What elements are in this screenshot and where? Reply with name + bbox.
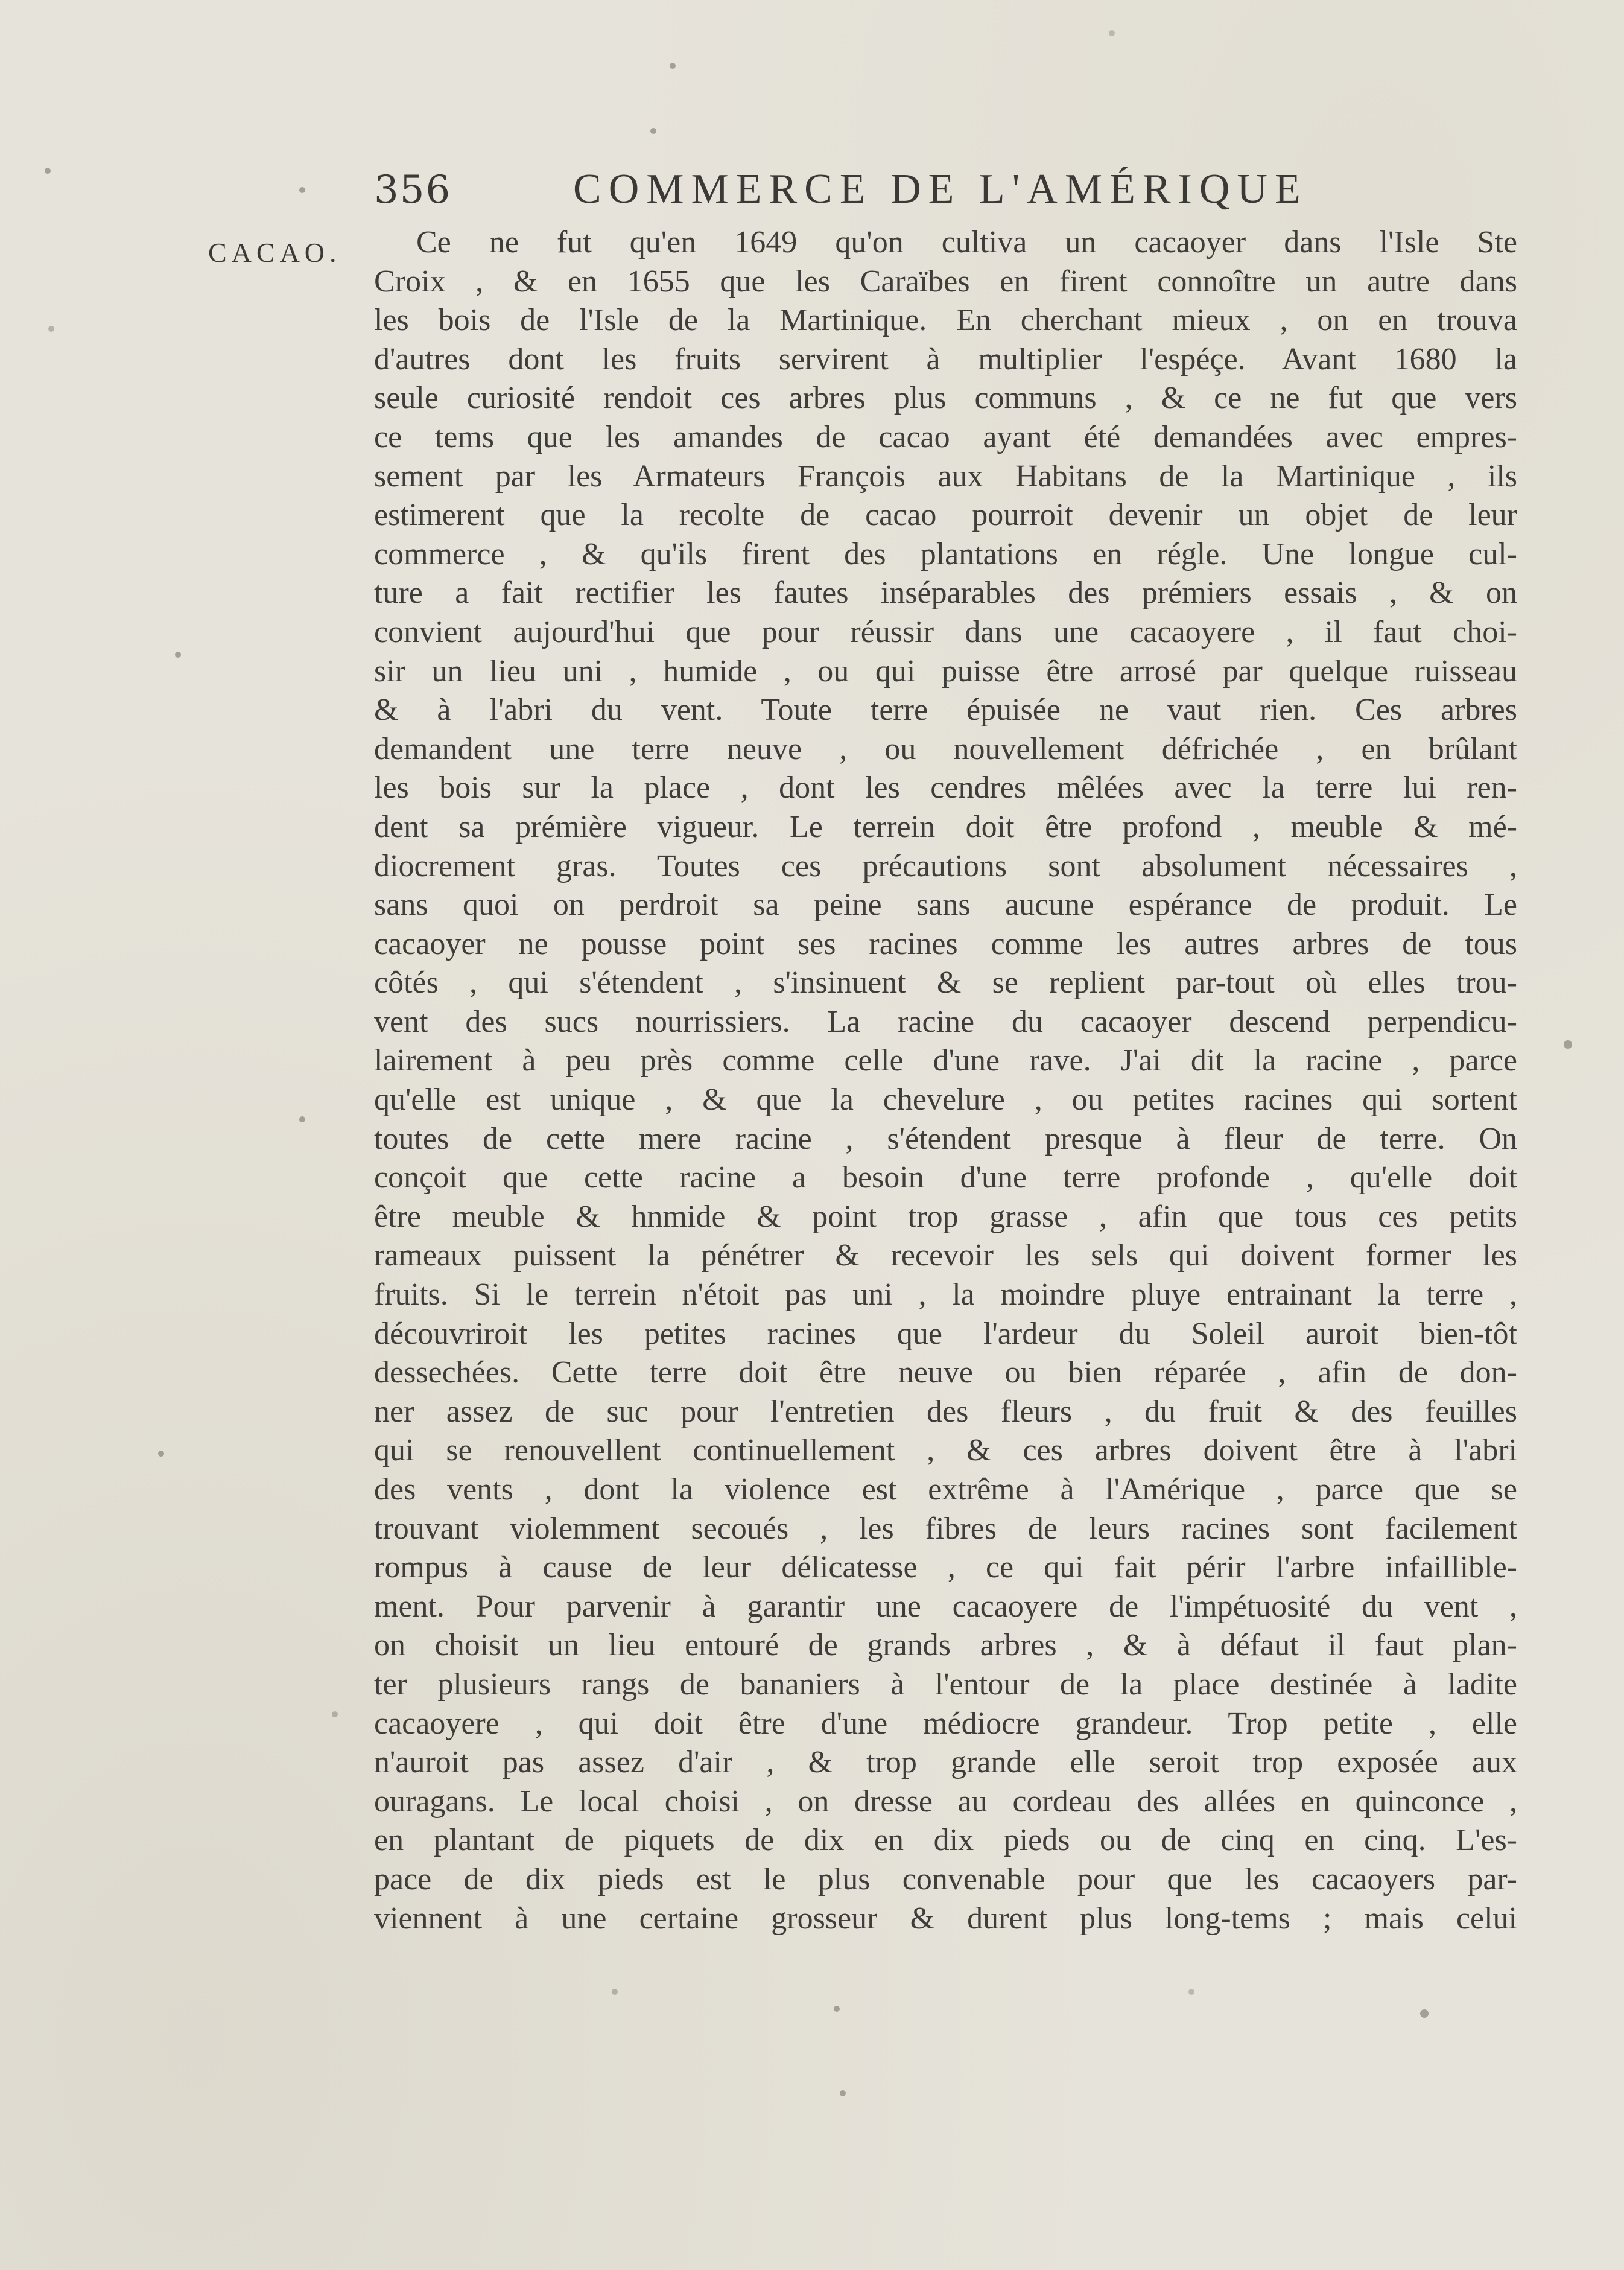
body-text <box>374 223 1517 1938</box>
text-line: toutes de cette mere racine , s'étendent presque à fleur de terre. On <box>374 1121 1517 1156</box>
text-line: vent des sucs nourrissiers. La racine du cacaoyer descend perpendicu- <box>374 1004 1517 1039</box>
ink-speck <box>48 326 54 332</box>
text-line: les bois sur la place , dont les cendres mêlées avec la terre lui ren- <box>374 771 1517 806</box>
text-line: Ce ne fut qu'en 1649 qu'on cultiva un cacaoyer dans l'Isle Ste <box>416 225 1517 259</box>
ink-speck <box>1109 30 1115 36</box>
text-line: ouragans. Le local choisi , on dresse au cordeau des allées en quinconce , <box>374 1784 1517 1819</box>
text-line: rompus à cause de leur délicatesse , ce qui fait périr l'arbre infaillible- <box>374 1550 1517 1585</box>
ink-speck <box>670 63 676 69</box>
ink-speck <box>158 1451 164 1457</box>
running-title: COMMERCE DE L'AMÉRIQUE <box>573 166 1308 212</box>
text-line: qu'elle est unique , & que la chevelure , ou petites racines qui sortent <box>374 1083 1517 1118</box>
text-line: les bois de l'Isle de la Martinique. En cherchant mieux , on en trouva <box>374 303 1517 338</box>
text-line: lairement à peu près comme celle d'une rave. J'ai dit la racine , parce <box>374 1043 1517 1078</box>
margin-note: CACAO. <box>208 237 341 268</box>
ink-speck <box>650 128 656 134</box>
text-line: conçoit que cette racine a besoin d'une terre profonde , qu'elle doit <box>374 1160 1517 1195</box>
ink-speck <box>1420 2009 1429 2018</box>
text-line: seule curiosité rendoit ces arbres plus communs , & ce ne fut que vers <box>374 381 1517 416</box>
text-line: côtés , qui s'étendent , s'insinuent & se replient par-tout où elles trou- <box>374 965 1517 1000</box>
text-line: dent sa prémière vigueur. Le terrein doit être profond , meuble & mé- <box>374 809 1517 844</box>
text-line: & à l'abri du vent. Toute terre épuisée ne vaut rien. Ces arbres <box>374 693 1517 728</box>
ink-speck <box>332 1711 338 1717</box>
text-line: sans quoi on perdroit sa peine sans aucune espérance de produit. Le <box>374 888 1517 923</box>
page-number: 356 <box>374 168 452 212</box>
text-line: viennent à une certaine grosseur & durent plus long-tems ; mais celui <box>374 1901 1517 1936</box>
text-line: être meuble & hnmide & point trop grasse , afin que tous ces petits <box>374 1199 1517 1234</box>
text-line: découvriroit les petites racines que l'ardeur du Soleil auroit bien-tôt <box>374 1316 1517 1351</box>
text-line: commerce , & qu'ils firent des plantations en régle. Une longue cul- <box>374 536 1517 571</box>
text-line: ner assez de suc pour l'entretien des fleurs , du fruit & des feuilles <box>374 1394 1517 1429</box>
text-line: d'autres dont les fruits servirent à multiplier l'espéçe. Avant 1680 la <box>374 342 1517 377</box>
text-line: ter plusieurs rangs de bananiers à l'entour de la place destinée à ladite <box>374 1667 1517 1702</box>
text-line: en plantant de piquets de dix en dix pieds ou de cinq en cinq. L'es- <box>374 1823 1517 1858</box>
text-line: estimerent que la recolte de cacao pourroit devenir un objet de leur <box>374 498 1517 533</box>
ink-speck <box>840 2090 846 2096</box>
text-line: des vents , dont la violence est extrême à l'Amérique , parce que se <box>374 1472 1517 1507</box>
ink-speck <box>1188 1989 1194 1995</box>
ink-speck <box>612 1989 618 1995</box>
text-line: qui se renouvellent continuellement , & ces arbres doivent être à l'abri <box>374 1433 1517 1468</box>
text-line: diocrement gras. Toutes ces précautions sont absolument nécessaires , <box>374 848 1517 883</box>
text-line: n'auroit pas assez d'air , & trop grande elle seroit trop exposée aux <box>374 1745 1517 1780</box>
text-line: trouvant violemment secoués , les fibres de leurs racines sont facilement <box>374 1511 1517 1546</box>
text-line: cacaoyer ne pousse point ses racines comme les autres arbres de tous <box>374 926 1517 961</box>
text-line: on choisit un lieu entouré de grands arbres , & à défaut il faut plan- <box>374 1628 1517 1663</box>
text-line: sement par les Armateurs François aux Habitans de la Martinique , ils <box>374 459 1517 494</box>
text-line: rameaux puissent la pénétrer & recevoir les sels qui doivent former les <box>374 1238 1517 1273</box>
text-line: dessechées. Cette terre doit être neuve ou bien réparée , afin de don- <box>374 1355 1517 1390</box>
text-line: Croix , & en 1655 que les Caraïbes en firent connoître un autre dans <box>374 264 1517 299</box>
text-line: demandent une terre neuve , ou nouvellement défrichée , en brûlant <box>374 731 1517 766</box>
ink-speck <box>175 652 181 658</box>
ink-speck <box>1564 1040 1572 1049</box>
text-line: ce tems que les amandes de cacao ayant été demandées avec empres- <box>374 419 1517 454</box>
ink-speck <box>299 187 305 193</box>
text-line: ment. Pour parvenir à garantir une cacaoyere de l'impétuosité du vent , <box>374 1589 1517 1624</box>
text-line: cacaoyere , qui doit être d'une médiocre grandeur. Trop petite , elle <box>374 1706 1517 1741</box>
ink-speck <box>834 2006 840 2012</box>
text-line: fruits. Si le terrein n'étoit pas uni , la moindre pluye entrainant la terre , <box>374 1277 1517 1312</box>
ink-speck <box>45 168 51 174</box>
text-line: convient aujourd'hui que pour réussir dans une cacaoyere , il faut choi- <box>374 614 1517 649</box>
text-line: sir un lieu uni , humide , ou qui puisse être arrosé par quelque ruisseau <box>374 653 1517 688</box>
page-header <box>374 162 1363 216</box>
text-line: ture a fait rectifier les fautes inséparables des prémiers essais , & on <box>374 576 1517 611</box>
text-line: pace de dix pieds est le plus convenable pour que les cacaoyers par- <box>374 1861 1517 1896</box>
ink-speck <box>299 1116 305 1122</box>
